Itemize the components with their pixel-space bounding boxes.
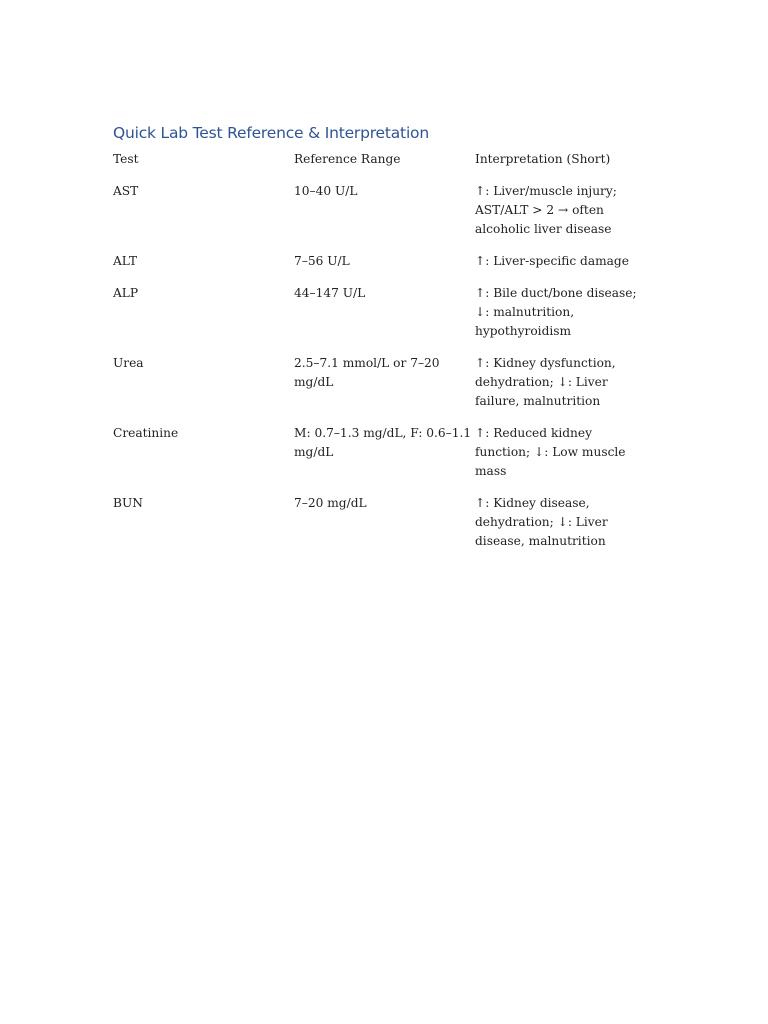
cell-reference-range: 2.5–7.1 mmol/L or 7–20 mg/dL — [294, 356, 440, 389]
table-row — [113, 354, 673, 411]
cell-reference-range: 10–40 U/L — [294, 184, 358, 198]
cell-interpretation: ↑: Liver-specific damage — [475, 254, 629, 268]
header-test: Test — [113, 152, 139, 166]
table-row — [113, 494, 673, 551]
cell-test: Creatinine — [113, 426, 179, 440]
cell-interpretation: ↑: Kidney disease, dehydration; ↓: Liver disease, malnutrition — [475, 496, 608, 548]
cell-interpretation: ↑: Liver/muscle injury; AST/ALT > 2 → often alcoholic liver disease — [475, 184, 617, 236]
lab-reference-table — [113, 150, 673, 564]
cell-test: AST — [113, 184, 139, 198]
table-row — [113, 182, 673, 239]
cell-reference-range: 7–20 mg/dL — [294, 496, 367, 510]
cell-reference-range: 7–56 U/L — [294, 254, 350, 268]
table-row — [113, 284, 673, 341]
cell-test: Urea — [113, 356, 144, 370]
cell-test: ALP — [113, 286, 139, 300]
header-interpretation: Interpretation (Short) — [475, 152, 611, 166]
table-header-row — [113, 150, 673, 169]
header-reference-range: Reference Range — [294, 152, 401, 166]
cell-interpretation: ↑: Bile duct/bone disease; ↓: malnutrition, hypothyroidism — [475, 286, 637, 338]
document-title: Quick Lab Test Reference & Interpretation — [113, 124, 429, 142]
cell-interpretation: ↑: Kidney dysfunction, dehydration; ↓: Liver failure, malnutrition — [475, 356, 616, 408]
table-row — [113, 252, 673, 271]
cell-interpretation: ↑: Reduced kidney function; ↓: Low muscle mass — [475, 426, 626, 478]
table-row — [113, 424, 673, 481]
cell-reference-range: 44–147 U/L — [294, 286, 366, 300]
cell-test: BUN — [113, 496, 143, 510]
cell-reference-range: M: 0.7–1.3 mg/dL, F: 0.6–1.1 mg/dL — [294, 426, 472, 459]
cell-test: ALT — [113, 254, 138, 268]
